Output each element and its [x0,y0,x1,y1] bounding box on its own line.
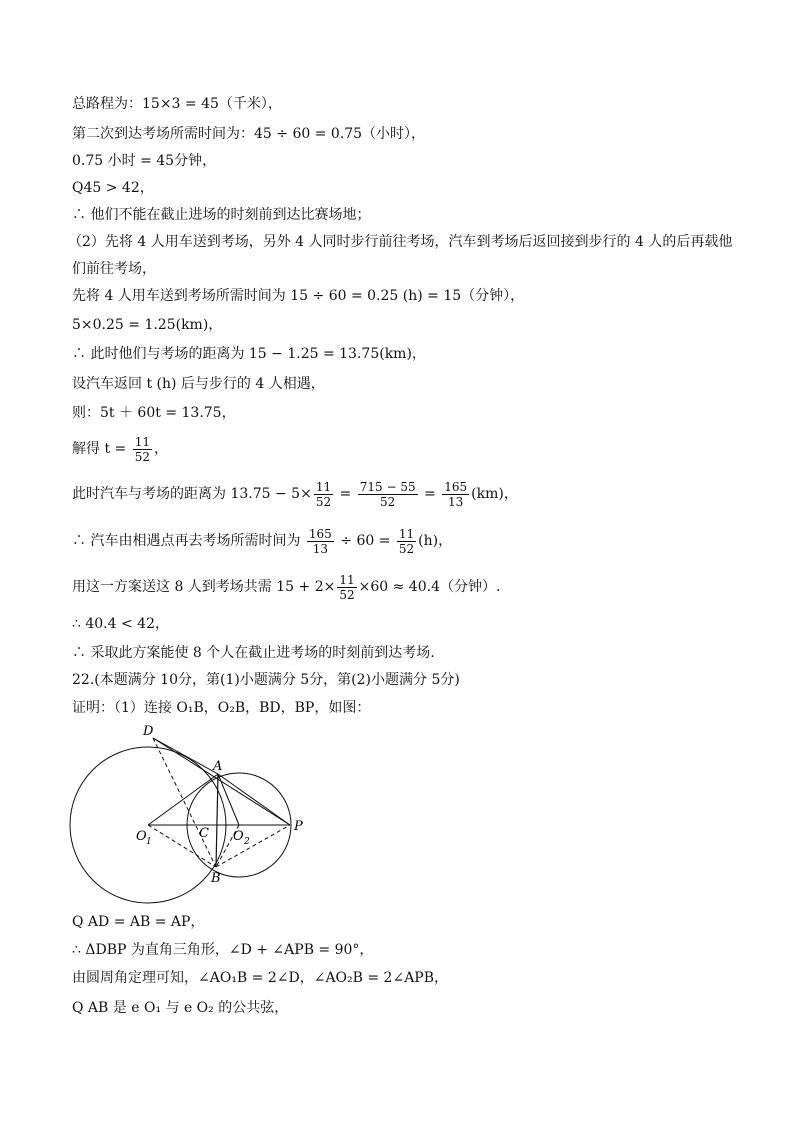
label-d: D [143,724,154,739]
fraction-715-55-52 [358,480,418,509]
text-line-11: 设汽车返回 t (h) 后与步行的 4 人相遇， [72,376,325,392]
text-line-1: 总路程为：15×3 = 45（千米）， [72,96,282,112]
label-o1-sub: 1 [146,837,152,847]
fraction-11-52 [337,573,356,602]
text-line-24: Q AB 是 e O₁ 与 e O₂ 的公共弦， [72,1000,289,1016]
fraction-165-13 [442,480,469,509]
line-14-unit: (km)， [471,486,518,502]
fraction-numerator: 165 [444,479,468,494]
line-14-text: 此时汽车与考场的距离为 13.75 − 5× [72,486,312,502]
text-line-19: 22.(本题满分 10分，第(1)小题满分 5分，第(2)小题满分 5分) [72,672,460,688]
text-line-4: Q45 > 42， [72,180,154,196]
fraction-11-52 [133,435,152,464]
line-15-div: ÷ 60 = [335,533,395,549]
fraction-denominator: 52 [398,541,415,556]
fraction-numerator: 11 [398,526,415,541]
label-p: P [294,819,303,834]
label-b: B [211,871,221,886]
fraction-11-52 [314,480,333,509]
line-16-rest: ×60 ≈ 40.4（分钟）. [358,579,501,595]
fraction-denominator: 52 [134,449,150,464]
text-line-5: ∴ 他们不能在截止进场的时刻前到达比赛场地； [72,207,371,223]
text-line-22: ∴ ΔDBP 为直角三角形，∠D + ∠APB = 90°， [72,942,374,958]
fraction-numerator: 165 [308,526,332,541]
fraction-numerator: 11 [339,572,355,587]
fraction-numerator: 11 [134,434,150,449]
line-16-text: 用这一方案送这 8 人到考场共需 15 + 2× [72,579,336,595]
fraction-denominator: 13 [312,541,328,556]
text-line-9: 5×0.25 = 1.25(km)， [72,317,223,333]
text-line-17: ∴ 40.4 < 42， [72,616,169,632]
line-15-text: ∴ 汽车由相遇点再去考场所需时间为 [72,533,305,549]
fraction-numerator: 11 [315,479,332,494]
line-14-eq2: = [419,486,441,502]
fraction-denominator: 52 [315,494,332,509]
geometry-figure [68,722,328,892]
text-line-10: ∴ 此时他们与考场的距离为 15 − 1.25 = 13.75(km)， [72,346,426,362]
segment-o1-a [148,774,218,825]
text-line-16 [72,569,500,605]
label-c: C [199,826,209,841]
fraction-165-13 [307,527,334,556]
label-o1: O [136,829,147,844]
text-line-14 [72,476,518,512]
text-line-13 [72,431,168,467]
line-13-punct: ， [154,441,168,457]
text-line-18: ∴ 采取此方案能使 8 个人在截止进考场的时刻前到达考场. [72,645,435,661]
fraction-numerator: 715 − 55 [359,479,416,494]
label-o2: O [233,829,244,844]
text-line-23: 由圆周角定理可知，∠AO₁B = 2∠D，∠AO₂B = 2∠APB， [72,970,449,986]
text-line-15 [72,523,452,559]
text-line-8: 先将 4 人用车送到考场所需时间为 15 ÷ 60 = 0.25 (h) = 15（分钟）， [72,288,525,304]
text-line-20: 证明：（1）连接 O₁B，O₂B，BD，BP，如图： [72,700,371,716]
text-line-3: 0.75 小时 = 45分钟， [72,153,217,169]
line-13-text: 解得 t = [72,441,131,457]
fraction-denominator: 52 [339,587,355,602]
text-line-2: 第二次到达考场所需时间为：45 ÷ 60 = 0.75（小时）， [72,126,426,142]
label-o2-sub: 2 [244,837,250,847]
text-line-6: （2）先将 4 人用车送到考场，另外 4 人同时步行前往考场，汽车到考场后返回接到步行的 4 人的后再载他 [68,234,733,250]
label-a: A [213,759,223,774]
line-14-eq1: = [335,486,356,502]
text-line-12: 则：5t ＋ 60t = 13.75， [72,405,236,421]
text-line-21: Q AD = AB = AP， [72,914,205,930]
fraction-denominator: 52 [380,494,396,509]
segment-d-a [153,738,218,774]
fraction-11-52 [397,527,416,556]
fraction-denominator: 13 [448,494,464,509]
text-line-7: 们前往考场， [72,261,156,277]
line-15-unit: (h)， [418,533,453,549]
